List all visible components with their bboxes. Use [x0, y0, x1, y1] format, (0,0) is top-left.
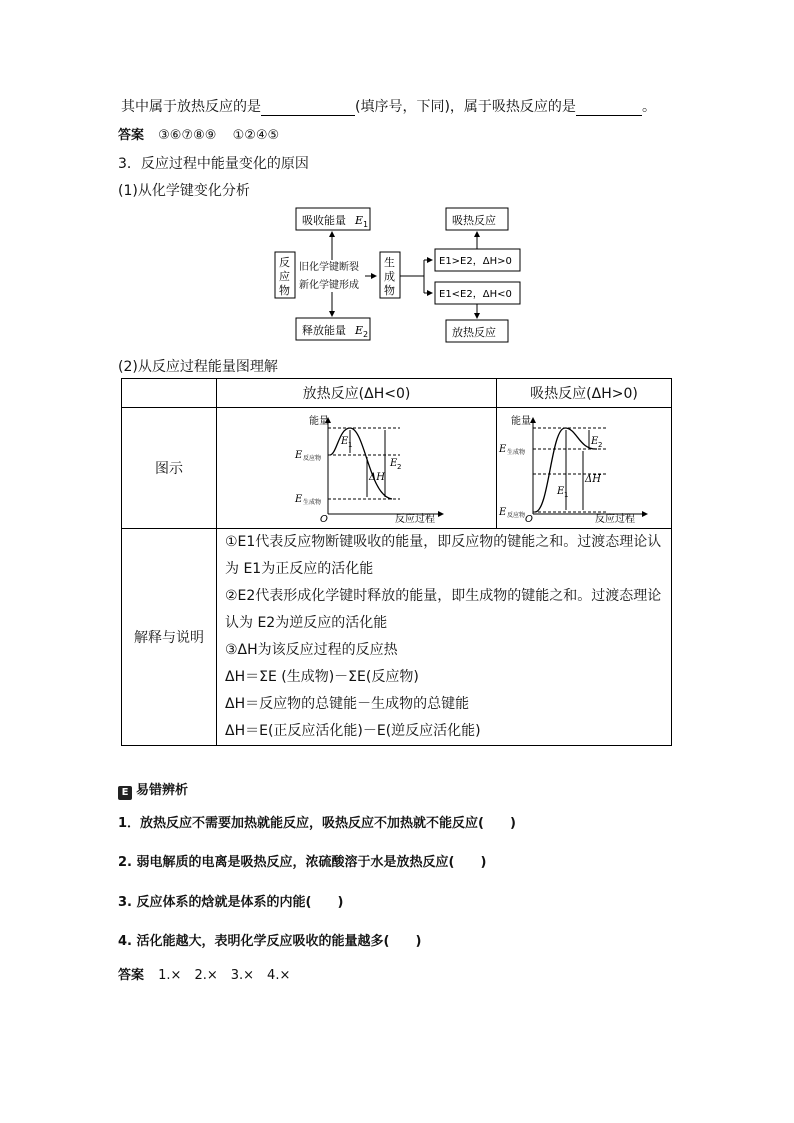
blank-endo[interactable] — [576, 101, 642, 116]
product-char-2: 成 — [384, 270, 395, 283]
blank-exo[interactable] — [261, 101, 355, 116]
exo-energy-graph — [217, 408, 496, 524]
error-item-4: 4. 活化能越大，表明化学反应吸收的能量越多( ) — [118, 934, 422, 949]
fill-in-question — [121, 96, 656, 116]
break-label: 旧化学键断裂 — [299, 262, 359, 273]
release-label: 释放能量 — [302, 324, 346, 337]
svg-text:E: E — [355, 324, 364, 337]
question-prefix: 其中属于放热反应的是 — [121, 99, 261, 115]
endo-label: 吸热反应 — [452, 214, 496, 227]
svg-text:E: E — [499, 507, 507, 518]
svg-text:E: E — [557, 486, 565, 497]
intro-answer — [118, 124, 279, 143]
svg-text:1: 1 — [348, 441, 353, 449]
section-3-sub2: (2)从反应过程能量图理解 — [118, 359, 278, 375]
svg-text:1: 1 — [363, 220, 369, 229]
energy-table — [121, 378, 672, 746]
exo-product-level: 生成物 — [303, 499, 322, 506]
cond-endo: E1>E2，ΔH>0 — [439, 256, 512, 267]
svg-text:E: E — [591, 436, 599, 447]
error-item-2: 2. 弱电解质的电离是吸热反应，浓硫酸溶于水是放热反应( ) — [118, 855, 487, 870]
answer-label: 答案 — [118, 128, 145, 143]
svg-text:E: E — [341, 436, 349, 447]
header-blank — [122, 379, 217, 408]
svg-text:ΔH: ΔH — [369, 472, 385, 483]
exo-graph-cell — [217, 408, 497, 529]
cond-exo: E1<E2，ΔH<0 — [439, 289, 512, 300]
explain-line-3: ②E2代表形成化学键时释放的能量，即生成物的键能之和。过渡态理论 — [225, 588, 662, 604]
product-char-3: 物 — [384, 284, 395, 297]
absorb-label: 吸收能量 — [302, 214, 346, 227]
endo-x-label: 反应过程 — [595, 514, 635, 524]
row-label-figure: 图示 — [122, 408, 217, 529]
errors-answer-label: 答案 — [118, 968, 145, 983]
endo-graph-cell — [497, 408, 672, 529]
svg-text:E: E — [355, 214, 364, 227]
question-suffix: 。 — [641, 99, 656, 115]
errors-title: 易错辨析 — [136, 783, 189, 798]
question-mid: (填序号，下同)，属于吸热反应的是 — [355, 99, 576, 115]
exo-origin: O — [320, 514, 328, 524]
reactant-char-2: 应 — [279, 270, 290, 283]
answer-exo: ③⑥⑦⑧⑨ — [158, 128, 217, 143]
form-label: 新化学键形成 — [299, 280, 359, 291]
error-badge-icon: E — [118, 786, 132, 800]
exo-label: 放热反应 — [452, 326, 496, 339]
explain-cell — [217, 529, 672, 746]
errors-answer-value: 1.× 2.× 3.× 4.× — [158, 968, 291, 983]
explain-line-5: ③ΔH为该反应过程的反应热 — [225, 642, 398, 658]
errors-title-block — [118, 779, 188, 800]
svg-text:E: E — [295, 494, 303, 505]
section-3-sub1: (1)从化学键变化分析 — [118, 183, 250, 199]
exo-reactant-level: 反应物 — [303, 455, 322, 462]
answer-endo: ①②④⑤ — [232, 128, 280, 143]
endo-origin: O — [525, 514, 533, 524]
explain-line-2: 为 E1为正反应的活化能 — [225, 561, 374, 577]
row-label-explain: 解释与说明 — [122, 529, 217, 746]
explain-line-4: 认为 E2为逆反应的活化能 — [225, 615, 388, 631]
reactant-char-3: 物 — [279, 284, 290, 297]
header-exo: 放热反应(ΔH<0) — [217, 379, 497, 408]
svg-text:2: 2 — [363, 330, 369, 339]
endo-energy-graph — [497, 408, 671, 524]
section-3-title: 3．反应过程中能量变化的原因 — [118, 156, 309, 172]
explain-line-6: ΔH＝ΣE (生成物)－ΣE(反应物) — [225, 669, 419, 685]
header-endo: 吸热反应(ΔH>0) — [497, 379, 672, 408]
explain-line-1: ①E1代表反应物断键吸收的能量，即反应物的键能之和。过渡态理论认 — [225, 534, 662, 550]
endo-y-label: 能量 — [511, 416, 531, 427]
errors-answer — [118, 964, 290, 983]
exo-y-label: 能量 — [309, 416, 329, 427]
svg-text:E: E — [390, 458, 398, 469]
explain-line-7: ΔH＝反应物的总键能－生成物的总键能 — [225, 696, 470, 712]
svg-text:ΔH: ΔH — [585, 474, 601, 485]
exo-x-label: 反应过程 — [395, 514, 435, 524]
bond-change-diagram — [270, 200, 540, 350]
error-item-3: 3. 反应体系的焓就是体系的内能( ) — [118, 895, 344, 910]
svg-text:2: 2 — [598, 441, 603, 449]
svg-text:2: 2 — [397, 463, 402, 471]
product-char-1: 生 — [384, 256, 395, 269]
svg-text:E: E — [499, 444, 507, 455]
endo-product-level: 生成物 — [507, 449, 526, 456]
svg-text:E: E — [295, 450, 303, 461]
explain-line-8: ΔH＝E(正反应活化能)－E(逆反应活化能) — [225, 723, 481, 739]
reactant-char-1: 反 — [279, 256, 290, 269]
svg-text:1: 1 — [564, 491, 569, 499]
error-item-1: 1．放热反应不需要加热就能反应，吸热反应不加热就不能反应( ) — [118, 816, 516, 831]
endo-reactant-level: 反应物 — [507, 512, 526, 519]
